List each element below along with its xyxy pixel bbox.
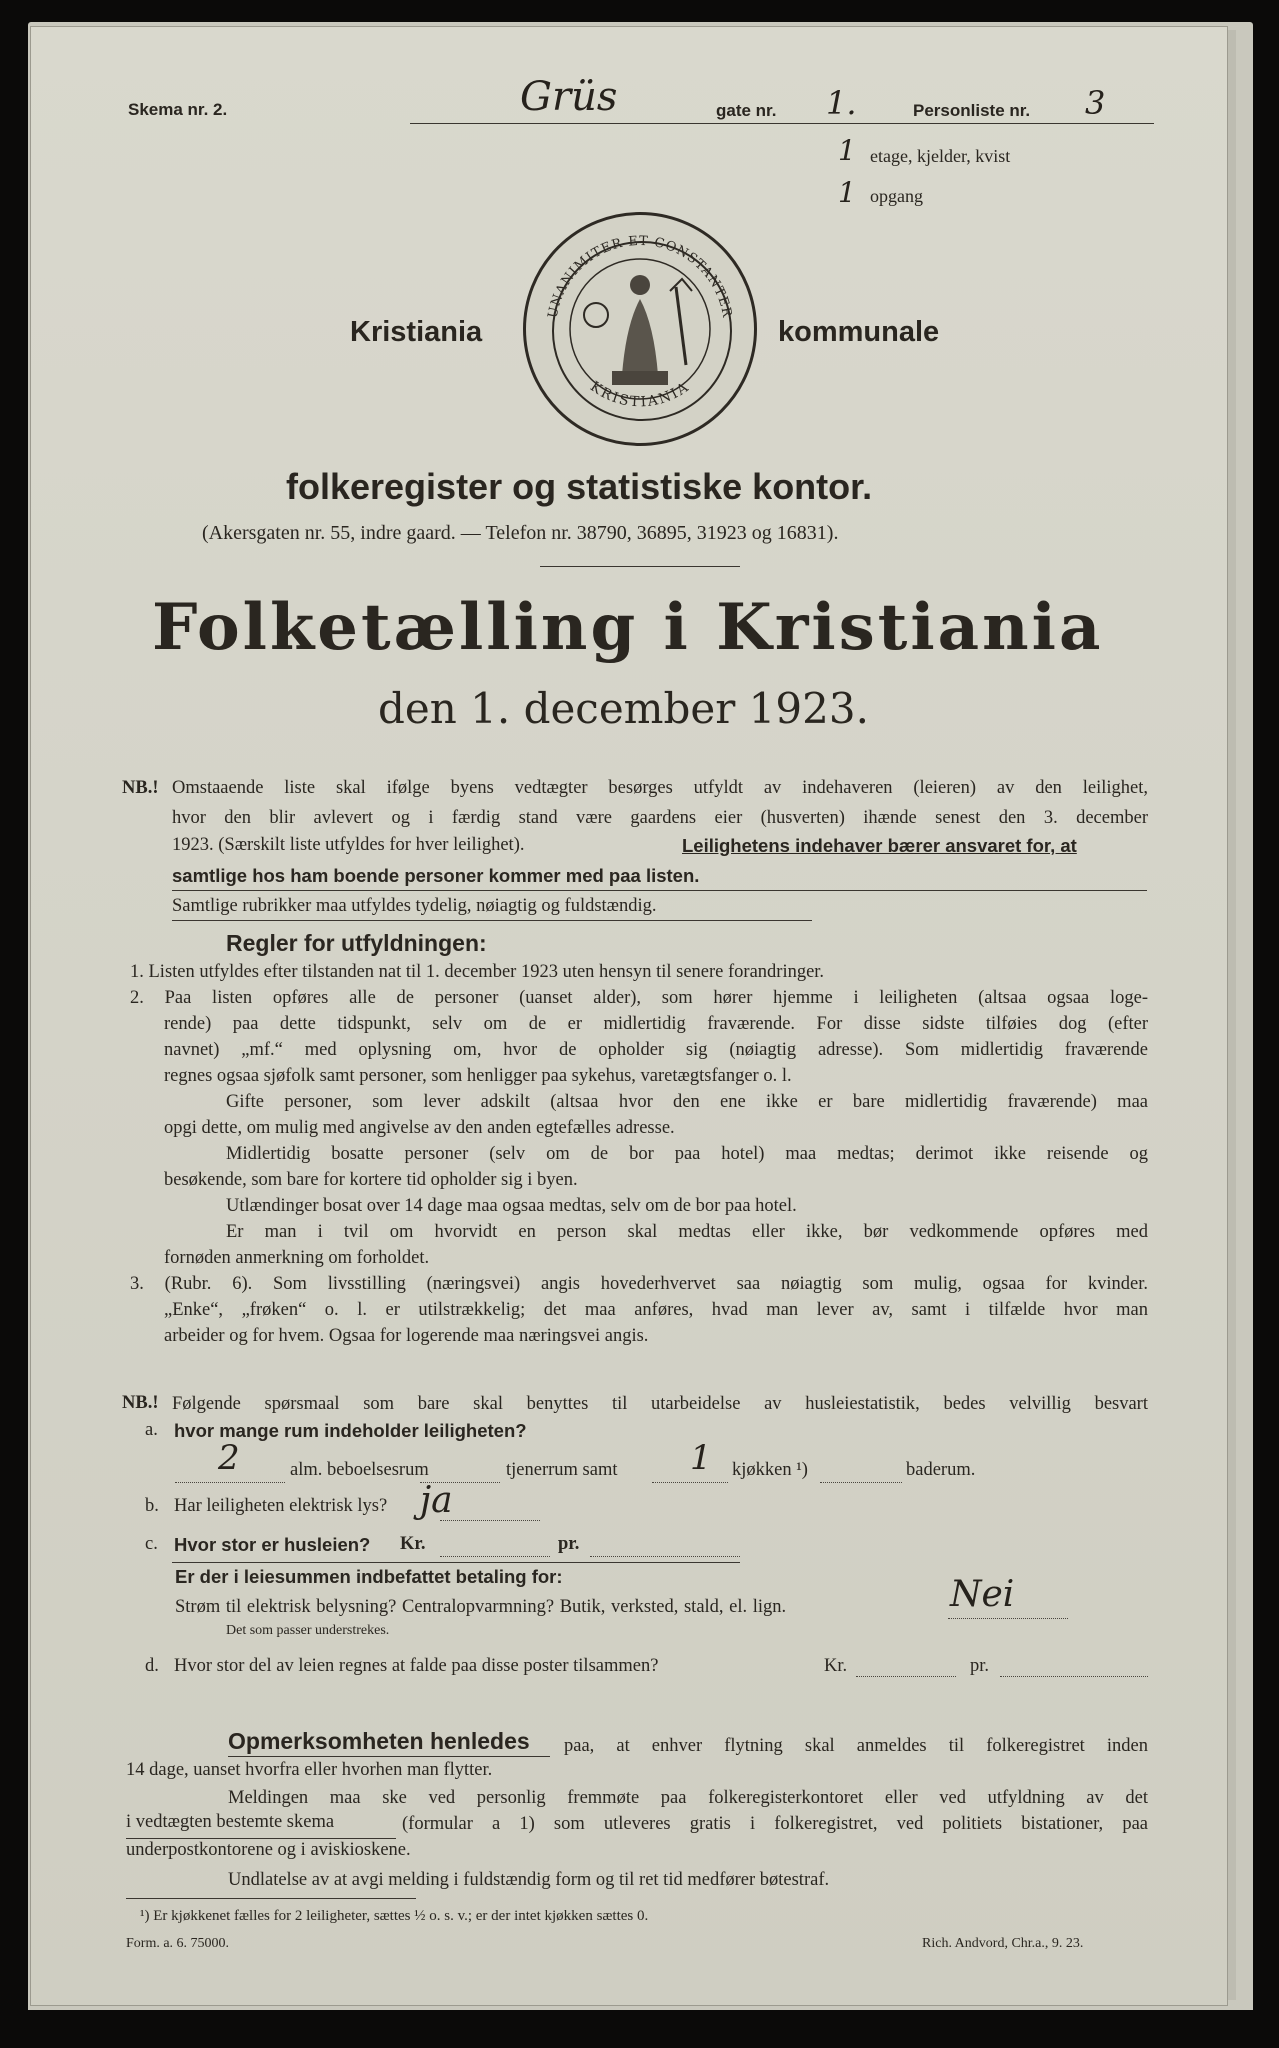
notice-line: Meldingen maa ske ved personlig fremmøte paa folkeregisterkontoret eller ved utfyldning av det [228, 1788, 1148, 1808]
answer-line [440, 1556, 550, 1557]
answer-line [1000, 1676, 1148, 1677]
office-address: (Akersgaten nr. 55, indre gaard. — Telefon nr. 38790, 36895, 31923 og 16831). [202, 522, 839, 544]
rule-line: Gifte personer, som lever adskilt (altsaa hvor den ene ikke er bare midlertidig fraværende) maa [226, 1092, 1148, 1112]
notice-skema-ref: i vedtægten bestemte skema [126, 1812, 335, 1832]
printer-imprint: Rich. Andvord, Chr.a., 9. 23. [922, 1936, 1084, 1951]
personliste-nr-handwritten: 3 [1085, 84, 1106, 122]
notice-heading-underline [228, 1756, 550, 1757]
rule-line: arbeider og for hvem. Ogsaa for logerende maa næringsvei angis. [164, 1326, 649, 1346]
opgang-label: opgang [870, 186, 923, 206]
scan-background [0, 2010, 1279, 2048]
electric-light-answer-handwritten: ja [420, 1480, 453, 1521]
bath-label: baderum. [906, 1460, 976, 1480]
header-rule [410, 123, 1154, 124]
answer-line [175, 1482, 285, 1483]
nb-line: Omstaaende liste skal ifølge byens vedtægter besørges utfyldt av indehaveren (leieren) av den leilighet, [172, 778, 1148, 798]
divider [540, 566, 740, 567]
question-d-text: Hvor stor del av leien regnes at falde paa disse poster tilsammen? [174, 1656, 659, 1676]
question-c-text: Hvor stor er husleien? [174, 1534, 371, 1555]
nb-responsibility: Leilighetens indehaver bærer ansvaret for, at [682, 835, 1077, 856]
nb-underline [172, 920, 812, 921]
rule-line: 2. Paa listen opføres alle de personer (uanset alder), som hører hjemme i leiligheten (altsaa ogsaa loge- [130, 988, 1148, 1008]
answer-line [652, 1482, 728, 1483]
rooms-label: alm. beboelsesrum [290, 1460, 429, 1480]
office-left-word: Kristiania [350, 316, 483, 348]
notice-underline [126, 1838, 396, 1839]
personliste-label: Personliste nr. [913, 101, 1031, 120]
answer-line [440, 1520, 540, 1521]
footnote-rule [126, 1898, 416, 1899]
notice-line: (formular a 1) som utleveres gratis i folkeregistret, ved politiets bistationer, paa [402, 1814, 1148, 1834]
etage-handwritten: 1 [838, 134, 856, 167]
rule-line: 3. (Rubr. 6). Som livsstilling (næringsvei) angis hovederhvervet saa nøiagtig som mulig, ogsaa for kvinder. [130, 1274, 1148, 1294]
rule-line: besøkende, som bare for kortere tid opholder sig i byen. [164, 1170, 578, 1190]
rule-line: regnes ogsaa sjøfolk samt personer, som henligger paa sykehus, varetægtsfanger o. l. [164, 1066, 792, 1086]
rule-line: opgi dette, om mulig med angivelse av den anden egtefælles adresse. [164, 1118, 675, 1138]
nb-line: 1923. (Særskilt liste utfyldes for hver leilighet). [172, 835, 525, 855]
c-rule [172, 1562, 740, 1563]
rule-line: rende) paa dette tidspunkt, selv om de er midlertidig fraværende. For disse sidste tilføies dog (efter [164, 1014, 1148, 1034]
office-right-word: kommunale [778, 316, 940, 348]
seal-bottom-text: KRISTIANIA [587, 378, 693, 411]
question-a-label: a. [145, 1420, 158, 1440]
answer-line [590, 1556, 740, 1557]
question-b-label: b. [145, 1496, 159, 1516]
rule-line: navnet) „mf.“ med oplysning om, hvor de opholder sig (nøiagtig adresse). Som midlertidig fraværende [164, 1040, 1148, 1060]
rooms-count-handwritten: 2 [218, 1438, 240, 1478]
rule-line: Utlændinger bosat over 14 dage maa ogsaa medtas, selv om de bor paa hotel. [226, 1196, 797, 1216]
gate-nr-handwritten: 1. [826, 84, 857, 122]
nb-label: NB.! [122, 778, 159, 798]
question-c-subheading: Er der i leiesummen indbefattet betaling for: [175, 1566, 563, 1587]
opgang-handwritten: 1 [838, 176, 856, 209]
nb-responsibility-cont: samtlige hos ham boende personer kommer med paa listen. [172, 865, 700, 886]
office-name: folkeregister og statistiske kontor. [286, 466, 873, 507]
title-date: den 1. december 1923. [378, 684, 869, 733]
kitchen-count-handwritten: 1 [690, 1438, 712, 1478]
notice-line: 14 dage, uanset hvorfra eller hvorhen man flytter. [126, 1760, 493, 1780]
answer-line [820, 1482, 902, 1483]
rule-line: 1. Listen utfyldes efter tilstanden nat til 1. december 1923 uten hensyn til senere forandringer. [130, 962, 825, 982]
seal-emblem-icon [526, 215, 754, 443]
etage-label: etage, kjelder, kvist [870, 146, 1011, 166]
kitchen-label: kjøkken ¹) [732, 1460, 808, 1480]
rent-pr-label: pr. [558, 1534, 580, 1554]
underline-instruction: Det som passer understrekes. [226, 1623, 390, 1638]
nb2-label: NB.! [122, 1393, 159, 1413]
gate-nr-label: gate nr. [716, 101, 777, 120]
question-b-text: Har leiligheten elektrisk lys? [174, 1496, 388, 1516]
rule-line: Er man i tvil om hvorvidt en person skal medtas eller ikke, bør vedkommende opføres med [226, 1222, 1148, 1242]
notice-line: paa, at enhver flytning skal anmeldes til folkeregistret inden [564, 1736, 1148, 1756]
rule-line: „Enke“, „frøken“ o. l. er utilstrækkelig; det maa anføres, hvad man lever av, samt i tilfælde hvor man [164, 1300, 1148, 1320]
question-c-items: Strøm til elektrisk belysning? Centralopvarmning? Butik, verksted, stald, el. lign. [175, 1597, 787, 1617]
answer-line [948, 1618, 1068, 1619]
rule-line: Midlertidig bosatte personer (selv om de bor paa hotel) maa medtas; derimot ikke reisende og [226, 1144, 1148, 1164]
notice-heading: Opmerksomheten henledes [228, 1728, 530, 1754]
nb-line: hvor den blir avlevert og i færdig stand være gaardens eier (husverten) ihænde senest den 3. december [172, 808, 1148, 828]
question-d-label: d. [145, 1656, 159, 1676]
included-answer-handwritten: Nei [950, 1574, 1015, 1615]
servants-rooms-label: tjenerrum samt [506, 1460, 618, 1480]
share-pr-label: pr. [970, 1656, 990, 1676]
main-title: Folketælling i Kristiania [152, 590, 1104, 665]
seal-top-text: UNANIMITER ET CONSTANTER [545, 233, 735, 320]
notice-line: Undlatelse av at avgi melding i fuldstændig form og til ret tid medfører bøtestraf. [228, 1870, 830, 1890]
skema-number: Skema nr. 2. [128, 100, 228, 119]
notice-line: underpostkontorene og i aviskioskene. [126, 1840, 411, 1860]
rules-heading: Regler for utfyldningen: [226, 930, 487, 956]
question-a-text: hvor mange rum indeholder leiligheten? [174, 1420, 527, 1441]
form-number: Form. a. 6. 75000. [126, 1936, 230, 1951]
rule-line: fornøden anmerkning om forholdet. [164, 1248, 430, 1268]
street-name-handwritten: Grüs [520, 74, 618, 120]
share-kr-label: Kr. [824, 1656, 848, 1676]
rent-kr-label: Kr. [400, 1534, 426, 1554]
nb-underline [172, 890, 1147, 891]
footnote: ¹) Er kjøkkenet fælles for 2 leiligheter, sættes ½ o. s. v.; er der intet kjøkken sættes 0. [140, 1908, 649, 1924]
answer-line [856, 1676, 956, 1677]
city-seal [523, 212, 757, 446]
question-c-label: c. [145, 1534, 158, 1554]
nb2-intro: Følgende spørsmaal som bare skal benyttes til utarbeidelse av husleiestatistik, bedes velvillig besvart [172, 1394, 1148, 1414]
nb-line: Samtlige rubrikker maa utfyldes tydelig, nøiagtig og fuldstændig. [172, 896, 657, 916]
